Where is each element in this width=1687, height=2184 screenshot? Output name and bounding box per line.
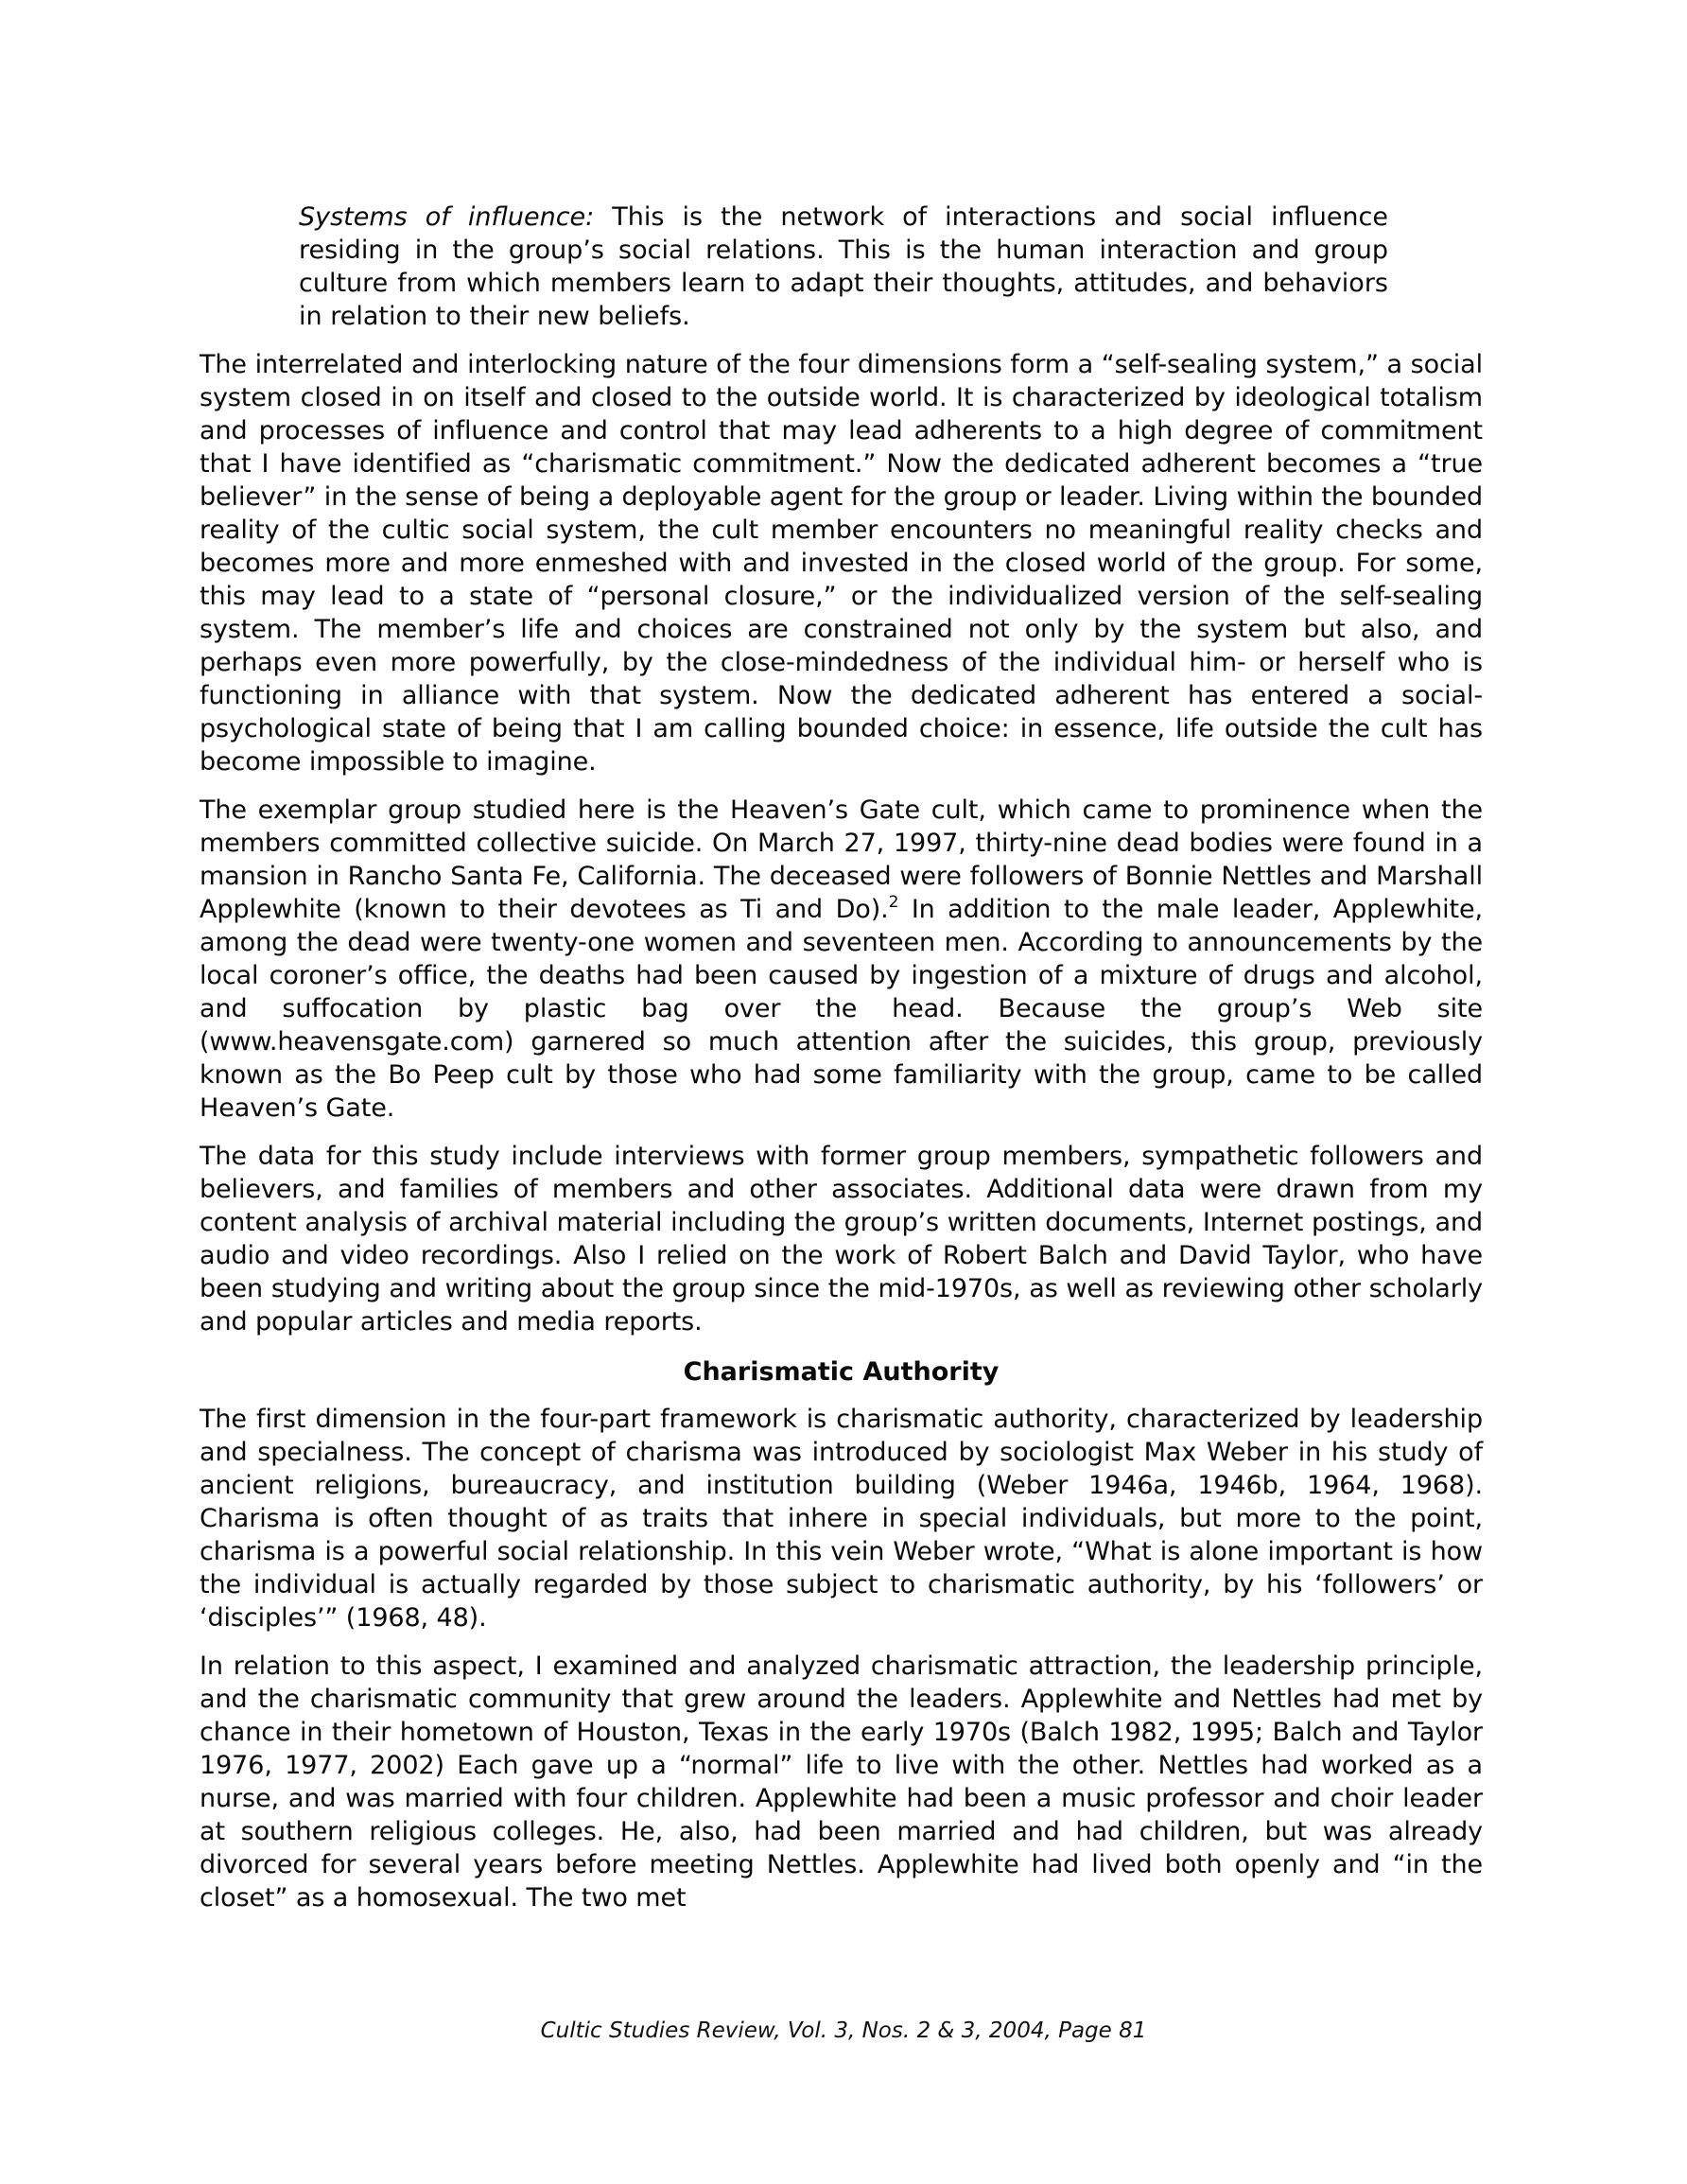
paragraph-text-after-footnote: In addition to the male leader, Applewhite, among the dead were twenty-one women and seventeen men. According to announcements by the local coroner’s office, the deaths had been caused by ingestion of a mixture of drugs and alcohol, and suffocation by plastic bag over the head. Because the group’s Web site (www.heavensgate.com) garnered so much attention after the suicides, this group, previously known as the Bo Peep cult by those who had some familiarity with the group, came to be called Heaven’s Gate. <box>200 895 1483 1123</box>
paragraph-leaders-background: In relation to this aspect, I examined and analyzed charismatic attraction, the leadership principle, and the charismatic community that grew around the leaders. Applewhite and Nettles had met by chance in their hometown of Houston, Texas in the early 1970s (Balch 1982, 1995; Balch and Taylor 1976, 1977, 2002) Each gave up a “normal” life to live with the other. Nettles had worked as a nurse, and was married with four children. Applewhite had been a music professor and choir leader at southern religious colleges. He, also, had been married and had children, but was already divorced for several years before meeting Nettles. Applewhite had lived both openly and “in the closet” as a homosexual. The two met <box>200 1651 1483 1913</box>
paragraph-text-before-footnote: The exemplar group studied here is the Heaven’s Gate cult, which came to prominence when the members committed collective suicide. On March 27, 1997, thirty-nine dead bodies were found in a mansion in Rancho Santa Fe, California. The deceased were followers of Bonnie Nettles and Marshall Applewhite (known to their devotees as Ti and Do). <box>200 795 1483 924</box>
section-heading-charismatic-authority: Charismatic Authority <box>683 1357 1000 1387</box>
definition-text: This is the network of interactions and social influence residing in the group’s social relations. This is the human interaction and group culture from which members learn to adapt their thoughts, attitudes, and behaviors in relation to their new beliefs. <box>299 202 1389 331</box>
footnote-marker[interactable]: 2 <box>888 893 899 912</box>
paragraph-heavens-gate-exemplar <box>200 794 1483 1125</box>
indented-definition-block <box>299 201 1388 333</box>
page-footer-citation: Cultic Studies Review, Vol. 3, Nos. 2 & 3, 2004, Page 81 <box>540 2018 1147 2043</box>
article-body <box>200 201 1483 1914</box>
paragraph-study-data: The data for this study include interviews with former group members, sympathetic followers and believers, and families of members and other associates. Additional data were drawn from my content analysis of archival material including the group’s written documents, Internet postings, and audio and video recordings. Also I relied on the work of Robert Balch and David Taylor, who have been studying and writing about the group since the mid-1970s, as well as reviewing other scholarly and popular articles and media reports. <box>200 1142 1483 1337</box>
definition-term: Systems of influence: <box>299 202 595 232</box>
paragraph-self-sealing-system: The interrelated and interlocking nature of the four dimensions form a “self-sealing system,” a social system closed in on itself and closed to the outside world. It is characterized by ideological totalism and processes of influence and control that may lead adherents to a high degree of commitment that I have identified as “charismatic commitment.” Now the dedicated adherent becomes a “true believer” in the sense of being a deployable agent for the group or leader. Living within the bounded reality of the cultic social system, the cult member encounters no meaningful reality checks and becomes more and more enmeshed with and invested in the closed world of the group. For some, this may lead to a state of “personal closure,” or the individualized version of the self-sealing system. The member’s life and choices are constrained not only by the system but also, and perhaps even more powerfully, by the close-mindedness of the individual him- or herself who is functioning in alliance with that system. Now the dedicated adherent has entered a social-psychological state of being that I am calling bounded choice: in essence, life outside the cult has become impossible to imagine. <box>200 350 1483 777</box>
paragraph-charisma-concept: The first dimension in the four-part framework is charismatic authority, characterized by leadership and specialness. The concept of charisma was introduced by sociologist Max Weber in his study of ancient religions, bureaucracy, and institution building (Weber 1946a, 1946b, 1964, 1968). Charisma is often thought of as traits that inhere in special individuals, but more to the point, charisma is a powerful social relationship. In this vein Weber wrote, “What is alone important is how the individual is actually regarded by those subject to charismatic authority, by his ‘followers’ or ‘disciples’” (1968, 48). <box>200 1405 1483 1633</box>
